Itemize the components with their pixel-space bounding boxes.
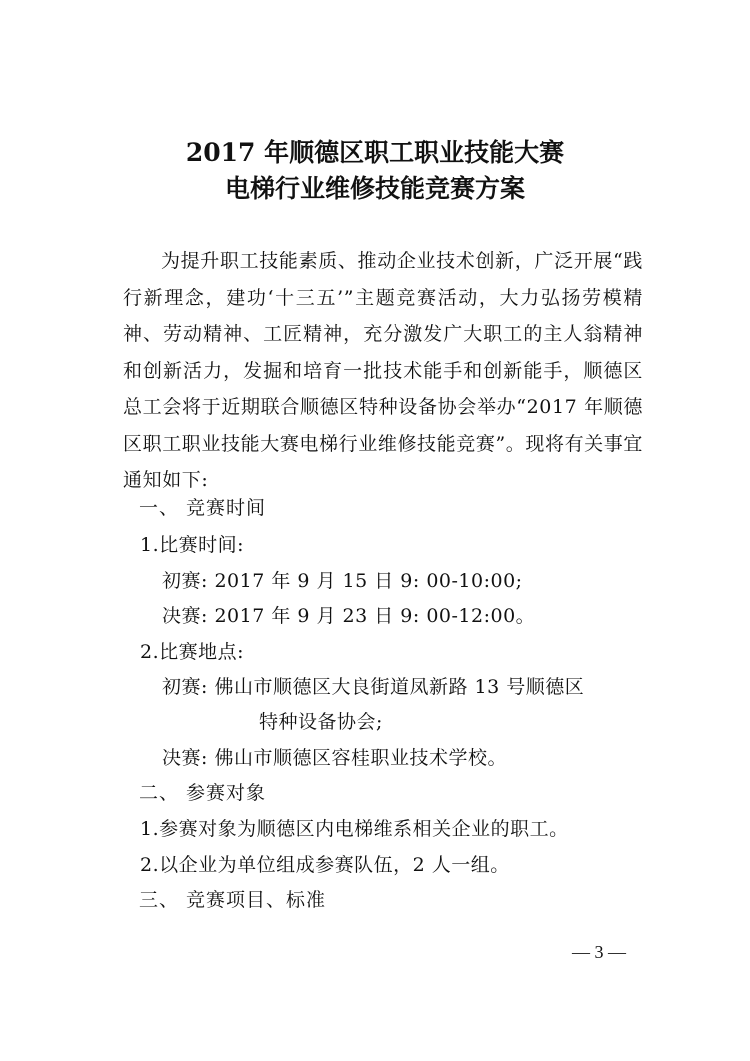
participants-item-1: 1.参赛对象为顺德区内电梯维系相关企业的职工。 [140, 818, 569, 840]
participants-item-2: 2.以企业为单位组成参赛队伍，2 人一组。 [140, 854, 510, 876]
competition-place-label: 2.比赛地点: [140, 641, 245, 663]
page-number: — 3 — [572, 942, 626, 962]
section-2-heading: 二、 参赛对象 [139, 782, 267, 804]
final-time: 决赛: 2017 年 9 月 23 日 9: 00-12:00。 [162, 605, 536, 627]
document-title-line-2: 电梯行业维修技能竞赛方案 [224, 174, 525, 203]
final-place: 决赛: 佛山市顺德区容桂职业技术学校。 [162, 747, 507, 769]
section-3-heading: 三、 竞赛项目、标准 [139, 889, 327, 911]
intro-paragraph: 为提升职工技能素质、推动企业技术创新，广泛开展“践行新理念，建功‘十三五’”主题竞赛活动，大力弘扬劳模精神、劳动精神、工匠精神，充分激发广大职工的主人翁精神和创新活力，发掘和培育一批技术能手和创新能手，顺德区总工会将于近期联合顺德区特种设备协会举办“2017 年顺德区职工职业技能大赛电梯行业维修技能竞赛”。现将有关事宜通知如下: [123, 250, 643, 491]
document-title-line-1: 2017 年顺德区职工职业技能大赛 [185, 138, 565, 167]
competition-time-label: 1.比赛时间: [140, 534, 245, 556]
preliminary-place-line-1: 初赛: 佛山市顺德区大良街道凤新路 13 号顺德区 [162, 676, 585, 698]
section-1-heading: 一、 竞赛时间 [139, 497, 267, 519]
preliminary-place-line-2: 特种设备协会; [259, 711, 383, 733]
preliminary-time: 初赛: 2017 年 9 月 15 日 9: 00-10:00; [162, 570, 523, 592]
